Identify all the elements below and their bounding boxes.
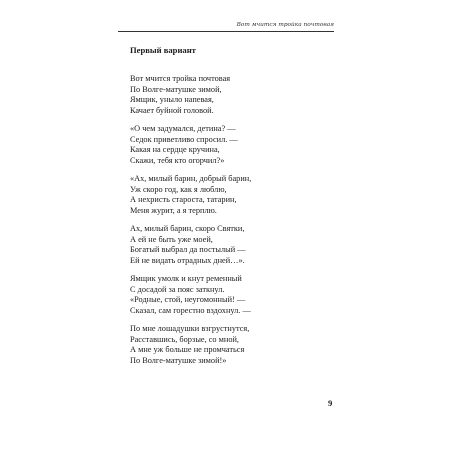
poem-line: А нехристь староста, татарин, <box>130 195 237 204</box>
poem-line: Ямщик, уныло напевая, <box>130 95 214 104</box>
poem-line: Богатый выбрал да постылый — <box>130 245 246 254</box>
poem-line: Ей не видать отрадных дней…». <box>130 255 245 265</box>
poem-line: Седок приветливо спросил. — <box>130 134 238 144</box>
poem-line: Меня журит, а я терплю. <box>130 205 217 215</box>
running-header <box>118 22 334 32</box>
page-number: 9 <box>328 398 333 408</box>
poem-line: По Волге-матушке зимой!» <box>130 355 227 365</box>
poem-line: Ямщик умолк и кнут ременный <box>130 274 242 283</box>
poem-line: А мне уж больше не промчаться <box>130 345 245 354</box>
poem-line: Вот мчится тройка почтовая <box>130 74 231 83</box>
poem-body <box>130 74 340 374</box>
poem-line: По Волге-матушке зимой, <box>130 84 222 94</box>
stanza-5 <box>130 274 340 316</box>
section-title: Первый вариант <box>130 45 196 55</box>
poem-line: «Родные, стой, неугомонный! — <box>130 295 246 304</box>
stanza-4 <box>130 224 340 266</box>
poem-line: Сказал, сам горестно вздохнул. — <box>130 305 251 315</box>
poem-line: А ей не быть уже моей, <box>130 234 213 244</box>
stanza-6 <box>130 324 340 366</box>
poem-line: Скажи, тебя кто огорчил?» <box>130 155 225 165</box>
poem-line: Уж скоро год, как я люблю, <box>130 184 227 194</box>
poem-line: Качает буйной головой. <box>130 105 214 115</box>
stanza-2 <box>130 124 340 166</box>
poem-line: По мне лошадушки взгрустнутся, <box>130 324 250 333</box>
poem-line: «О чем задумался, детина? — <box>130 124 236 133</box>
stanza-3 <box>130 174 340 216</box>
poem-line: Расставшись, борзые, со мной, <box>130 334 239 344</box>
running-header-title: Вот мчится тройка почтовая <box>236 22 334 28</box>
poem-line: Ах, милый барин, скоро Святки, <box>130 224 245 233</box>
poem-line: Какая на сердце кручина, <box>130 145 220 154</box>
stanza-1 <box>130 74 340 116</box>
poem-line: С досадой за пояс заткнул. <box>130 284 225 294</box>
poem-line: «Ах, милый барин, добрый барин, <box>130 174 252 183</box>
